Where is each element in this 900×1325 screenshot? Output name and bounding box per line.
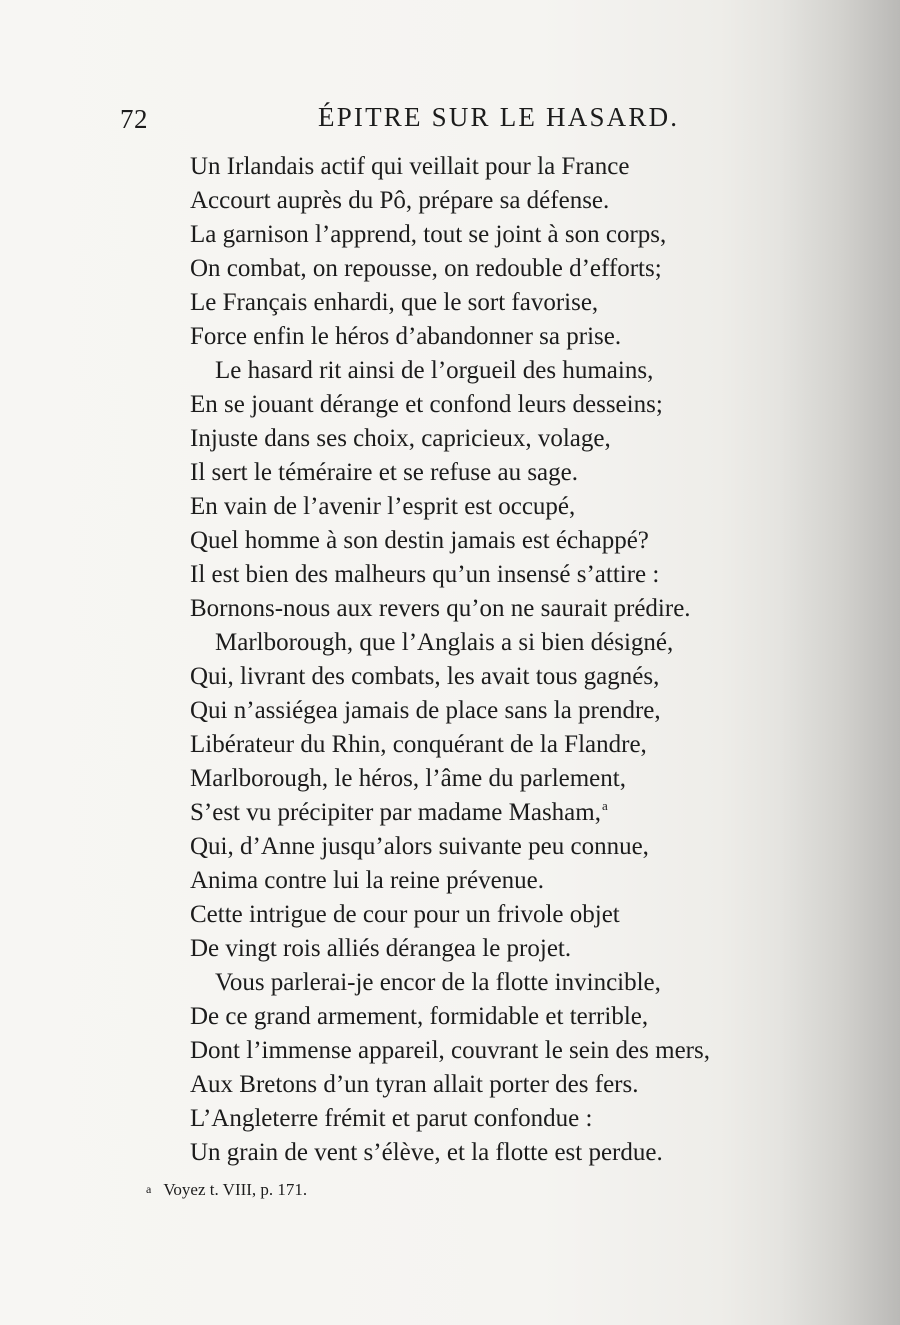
poem-line-text: L’Angleterre frémit et parut confondue : [190,1105,593,1132]
poem-line-text: Marlborough, que l’Anglais a si bien désigné, [215,629,674,656]
poem-line [190,762,830,796]
poem-line [190,490,830,524]
poem-line-text: Qui, livrant des combats, les avait tous gagnés, [190,663,660,690]
poem-line-text: Bornons-nous aux revers qu’on ne saurait prédire. [190,595,691,622]
poem-line [190,864,830,898]
poem-line-text: On combat, on repousse, on redouble d’efforts; [190,255,662,282]
poem-line [190,830,830,864]
poem-line [190,354,830,388]
poem-line [190,184,830,218]
poem-line-text: Libérateur du Rhin, conquérant de la Flandre, [190,731,647,758]
poem-line [190,1000,830,1034]
poem-line-text: Il est bien des malheurs qu’un insensé s’attire : [190,561,660,588]
poem-line-text: Vous parlerai-je encor de la flotte invincible, [215,969,661,996]
poem-line [190,932,830,966]
poem-line [190,694,830,728]
poem-line [190,524,830,558]
poem-line [190,320,830,354]
poem-line-text: Injuste dans ses choix, capricieux, volage, [190,425,611,452]
footnote-text: Voyez t. VIII, p. 171. [163,1180,308,1199]
poem-line-text: Aux Bretons d’un tyran allait porter des fers. [190,1071,639,1098]
poem-line-text: Le hasard rit ainsi de l’orgueil des humains, [215,357,654,384]
poem-body [190,150,830,1170]
poem-line [190,592,830,626]
poem-line-text: S’est vu précipiter par madame Masham, [190,799,601,826]
poem-line [190,1136,830,1170]
poem-line-text: En vain de l’avenir l’esprit est occupé, [190,493,576,520]
poem-line-text: Force enfin le héros d’abandonner sa prise. [190,323,622,350]
footnote [146,1180,307,1200]
poem-line [190,456,830,490]
footnote-label: a [146,1182,152,1196]
poem-line [190,1034,830,1068]
poem-line-text: Dont l’immense appareil, couvrant le sein des mers, [190,1037,710,1064]
poem-line [190,218,830,252]
poem-line-text: Qui n’assiégea jamais de place sans la prendre, [190,697,661,724]
poem-line-text: Accourt auprès du Pô, prépare sa défense. [190,187,610,214]
poem-line-text: Cette intrigue de cour pour un frivole objet [190,901,620,928]
poem-line-text: Un grain de vent s’élève, et la flotte est perdue. [190,1139,663,1166]
poem-line [190,660,830,694]
running-head-title: ÉPITRE SUR LE HASARD. [318,102,680,132]
poem-line-text: De vingt rois alliés dérangea le projet. [190,935,572,962]
poem-line [190,1068,830,1102]
poem-line-text: La garnison l’apprend, tout se joint à son corps, [190,221,667,248]
poem-line [190,150,830,184]
poem-line [190,898,830,932]
poem-line [190,286,830,320]
poem-line-text: Marlborough, le héros, l’âme du parlement, [190,765,626,792]
poem-line [190,626,830,660]
poem-line [190,728,830,762]
page-number: 72 [120,104,148,134]
poem-line-text: Quel homme à son destin jamais est échappé? [190,527,649,554]
poem-line-text: Anima contre lui la reine prévenue. [190,867,545,894]
footnote-reference-mark: a [601,798,608,813]
poem-line [190,558,830,592]
poem-line-text: De ce grand armement, formidable et terrible, [190,1003,649,1030]
poem-line-text: Il sert le téméraire et se refuse au sage. [190,459,578,486]
poem-line [190,966,830,1000]
poem-line [190,252,830,286]
poem-line-text: Le Français enhardi, que le sort favorise, [190,289,599,316]
poem-line [190,388,830,422]
poem-line [190,422,830,456]
poem-line-text: Un Irlandais actif qui veillait pour la France [190,153,630,180]
poem-line-text: Qui, d’Anne jusqu’alors suivante peu connue, [190,833,649,860]
poem-line-text: En se jouant dérange et confond leurs desseins; [190,391,663,418]
poem-line [190,796,830,830]
poem-line [190,1102,830,1136]
